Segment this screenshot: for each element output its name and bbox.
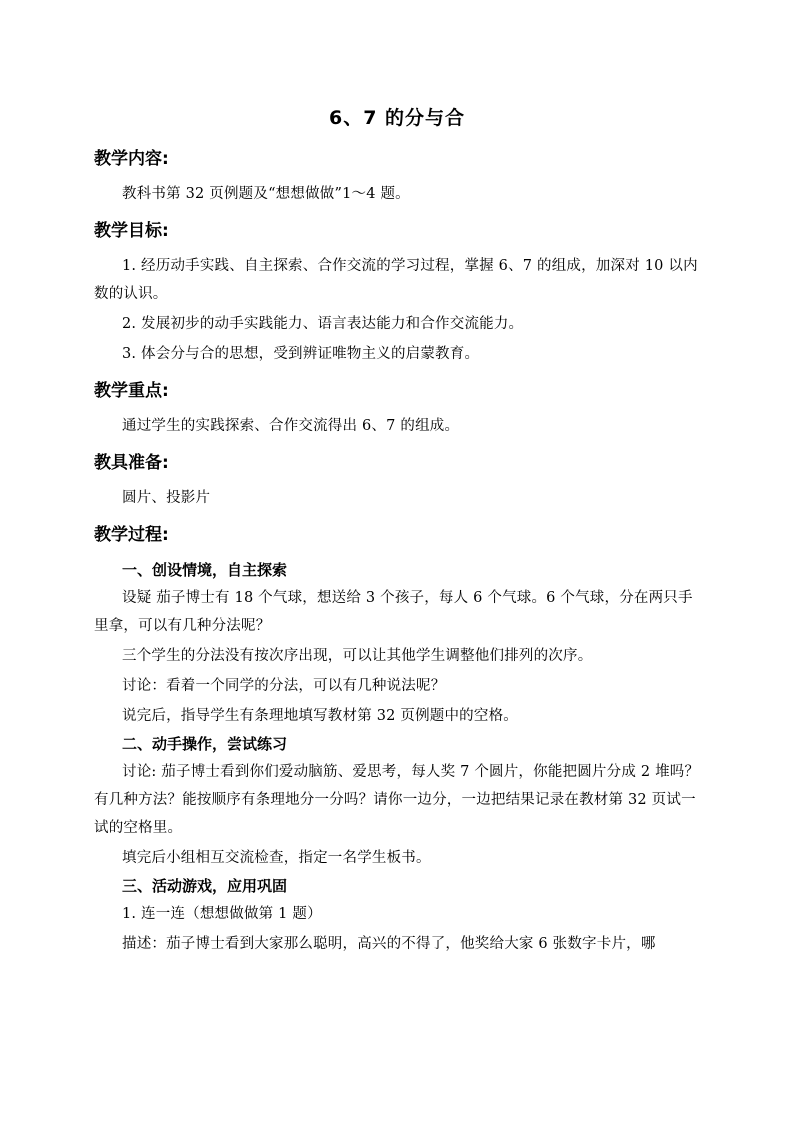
paragraph: 1. 连一连（想想做做第 1 题） (122, 906, 322, 922)
document-title: 6、7 的分与合 (328, 107, 466, 129)
paragraph: 讨论: 茄子博士看到你们爱动脑筋、爱思考，每人奖 7 个圆片，你能把圆片分成 2 堆吗？有几种方法？能按顺序有条理地分一分吗？请你一边分，一边把结果记录在教材第 32 页试一试的空格里。 (94, 764, 700, 836)
section-heading: 教学目标: (94, 221, 169, 241)
paragraph: 描述：茄子博士看到大家那么聪明，高兴的不得了，他奖给大家 6 张数字卡片，哪 (122, 936, 656, 952)
section-teaching-goals (94, 216, 702, 368)
section-heading: 教具准备: (94, 453, 169, 473)
section-heading: 教学内容: (94, 149, 169, 169)
paragraph: 填完后小组相互交流检查，指定一名学生板书。 (122, 850, 431, 866)
paragraph: 设疑 茄子博士有 18 个气球，想送给 3 个孩子，每人 6 个气球。6 个气球，分在两只手里拿，可以有几种分法呢？ (94, 590, 693, 634)
section-teaching-tools (94, 448, 702, 512)
paragraph: 圆片、投影片 (122, 490, 211, 506)
paragraph: 三个学生的分法没有按次序出现，可以让其他学生调整他们排列的次序。 (122, 648, 593, 664)
section-teaching-process (94, 520, 702, 958)
paragraph: 通过学生的实践探索、合作交流得出 6、7 的组成。 (122, 418, 460, 434)
section-heading: 教学重点: (94, 381, 169, 401)
section-teaching-focus (94, 376, 702, 440)
paragraph: 说完后，指导学生有条理地填写教材第 32 页例题中的空格。 (122, 708, 518, 724)
paragraph: 1. 经历动手实践、自主探索、合作交流的学习过程，掌握 6、7 的组成，加深对 10 以内数的认识。 (94, 258, 698, 302)
paragraph: 教科书第 32 页例题及“想想做做”1～4 题。 (122, 186, 410, 202)
section-heading: 教学过程: (94, 525, 169, 545)
subsection-title: 一、创设情境，自主探索 (122, 561, 288, 579)
paragraph: 3. 体会分与合的思想，受到辨证唯物主义的启蒙教育。 (122, 346, 480, 362)
paragraph: 2. 发展初步的动手实践能力、语言表达能力和合作交流能力。 (122, 316, 524, 332)
paragraph: 讨论：看着一个同学的分法，可以有几种说法呢？ (122, 678, 446, 694)
subsection-title: 二、动手操作，尝试练习 (122, 735, 288, 753)
section-teaching-content (94, 144, 702, 208)
document-body (94, 144, 702, 966)
subsection-title: 三、活动游戏，应用巩固 (122, 877, 288, 895)
